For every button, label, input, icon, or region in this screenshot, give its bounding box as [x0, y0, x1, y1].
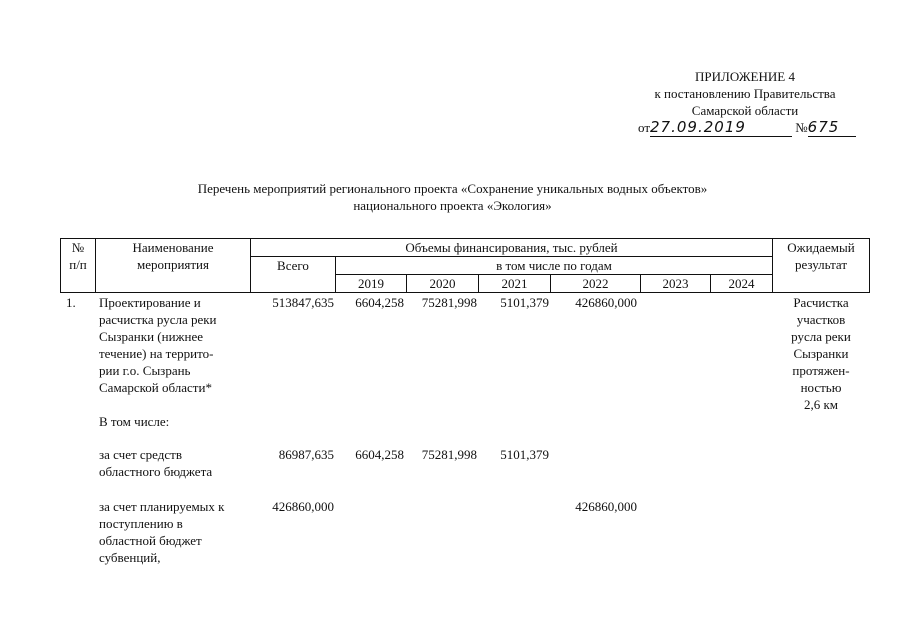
title-line-1: Перечень мероприятий регионального проекта «Сохранение уникальных водных объектов»	[197, 181, 708, 196]
regional-2019: 6604,258	[355, 447, 404, 462]
subsidies-name-line: поступлению в	[99, 516, 183, 531]
header-name	[96, 239, 250, 273]
row1-2022: 426860,000	[575, 295, 637, 310]
header-result-line-1: Ожидаемый	[787, 240, 855, 255]
row1-result-line: ностью	[800, 380, 842, 395]
header-name-line-2: мероприятия	[136, 257, 209, 272]
row1-result-line: протяжен-	[792, 363, 850, 378]
row1-result-line: русла реки	[791, 329, 851, 344]
header-year-2020: 2020	[429, 276, 456, 291]
col-border-right	[869, 238, 870, 293]
appendix-block	[600, 68, 890, 137]
header-total: Всего	[277, 258, 309, 273]
date-prefix: от	[638, 120, 651, 135]
subsidies-name-line: областной бюджет	[99, 533, 202, 548]
header-bottom-border	[60, 292, 870, 293]
header-funding: Объемы финансирования, тыс. рублей	[405, 240, 618, 255]
row1-name-line: Проектирование и	[99, 295, 201, 310]
number-field	[808, 119, 856, 137]
header-year-2023: 2023	[662, 276, 689, 291]
row1-num: 1.	[66, 295, 76, 310]
regional-2021: 5101,379	[500, 447, 549, 462]
row1-name-line: течение) на террито-	[99, 346, 214, 361]
row1-name-line: рии г.о. Сызрань	[99, 363, 191, 378]
regional-2020: 75281,998	[421, 447, 477, 462]
header-result	[773, 239, 869, 273]
document-title	[0, 180, 905, 214]
appendix-title: ПРИЛОЖЕНИЕ 4	[695, 69, 795, 84]
subsidies-2022: 426860,000	[575, 499, 637, 514]
header-num-line-1: №	[71, 240, 85, 255]
row1-result-line: участков	[796, 312, 846, 327]
row1-name-line: расчистка русла реки	[99, 312, 217, 327]
subsidies-name-line: за счет планируемых к	[99, 499, 225, 514]
number-prefix: №	[795, 120, 808, 135]
header-num	[61, 239, 95, 273]
regional-budget-name	[99, 446, 249, 480]
header-result-line-2: результат	[794, 257, 848, 272]
row1-name	[99, 294, 249, 396]
regional-name-line: за счет средств	[99, 447, 182, 462]
header-year-2022: 2022	[582, 276, 609, 291]
appendix-line-3: Самарской области	[691, 103, 799, 118]
handwritten-number: 675	[807, 118, 840, 136]
row1-total: 513847,635	[272, 295, 334, 310]
row1-result-line: 2,6 км	[803, 397, 839, 412]
date-field	[650, 119, 792, 137]
handwritten-date: 27.09.2019	[650, 118, 746, 136]
appendix-line-2: к постановлению Правительства	[654, 86, 836, 101]
header-year-2021: 2021	[501, 276, 528, 291]
regional-name-line: областного бюджета	[99, 464, 213, 479]
title-line-2: национального проекта «Экология»	[353, 198, 552, 213]
appendix-date-line	[600, 119, 890, 137]
subsidies-total: 426860,000	[272, 499, 334, 514]
row1-result-line: Расчистка	[793, 295, 849, 310]
header-year-2024: 2024	[728, 276, 755, 291]
including-label: В том числе:	[99, 414, 170, 429]
subsidies-name	[99, 498, 251, 566]
row1-result-line: Сызранки	[793, 346, 849, 361]
row1-2021: 5101,379	[500, 295, 549, 310]
row1-name-line: Сызранки (нижнее	[99, 329, 204, 344]
row1-name-line: Самарской области*	[99, 380, 212, 395]
row1-2020: 75281,998	[421, 295, 477, 310]
header-year-2019: 2019	[358, 276, 384, 291]
header-name-line-1: Наименование	[132, 240, 214, 255]
row1-result	[773, 294, 869, 413]
row1-2019: 6604,258	[355, 295, 404, 310]
header-by-year: в том числе по годам	[496, 258, 612, 273]
regional-total: 86987,635	[278, 447, 334, 462]
subsidies-name-line: субвенций,	[99, 550, 161, 565]
header-num-line-2: п/п	[69, 257, 87, 272]
